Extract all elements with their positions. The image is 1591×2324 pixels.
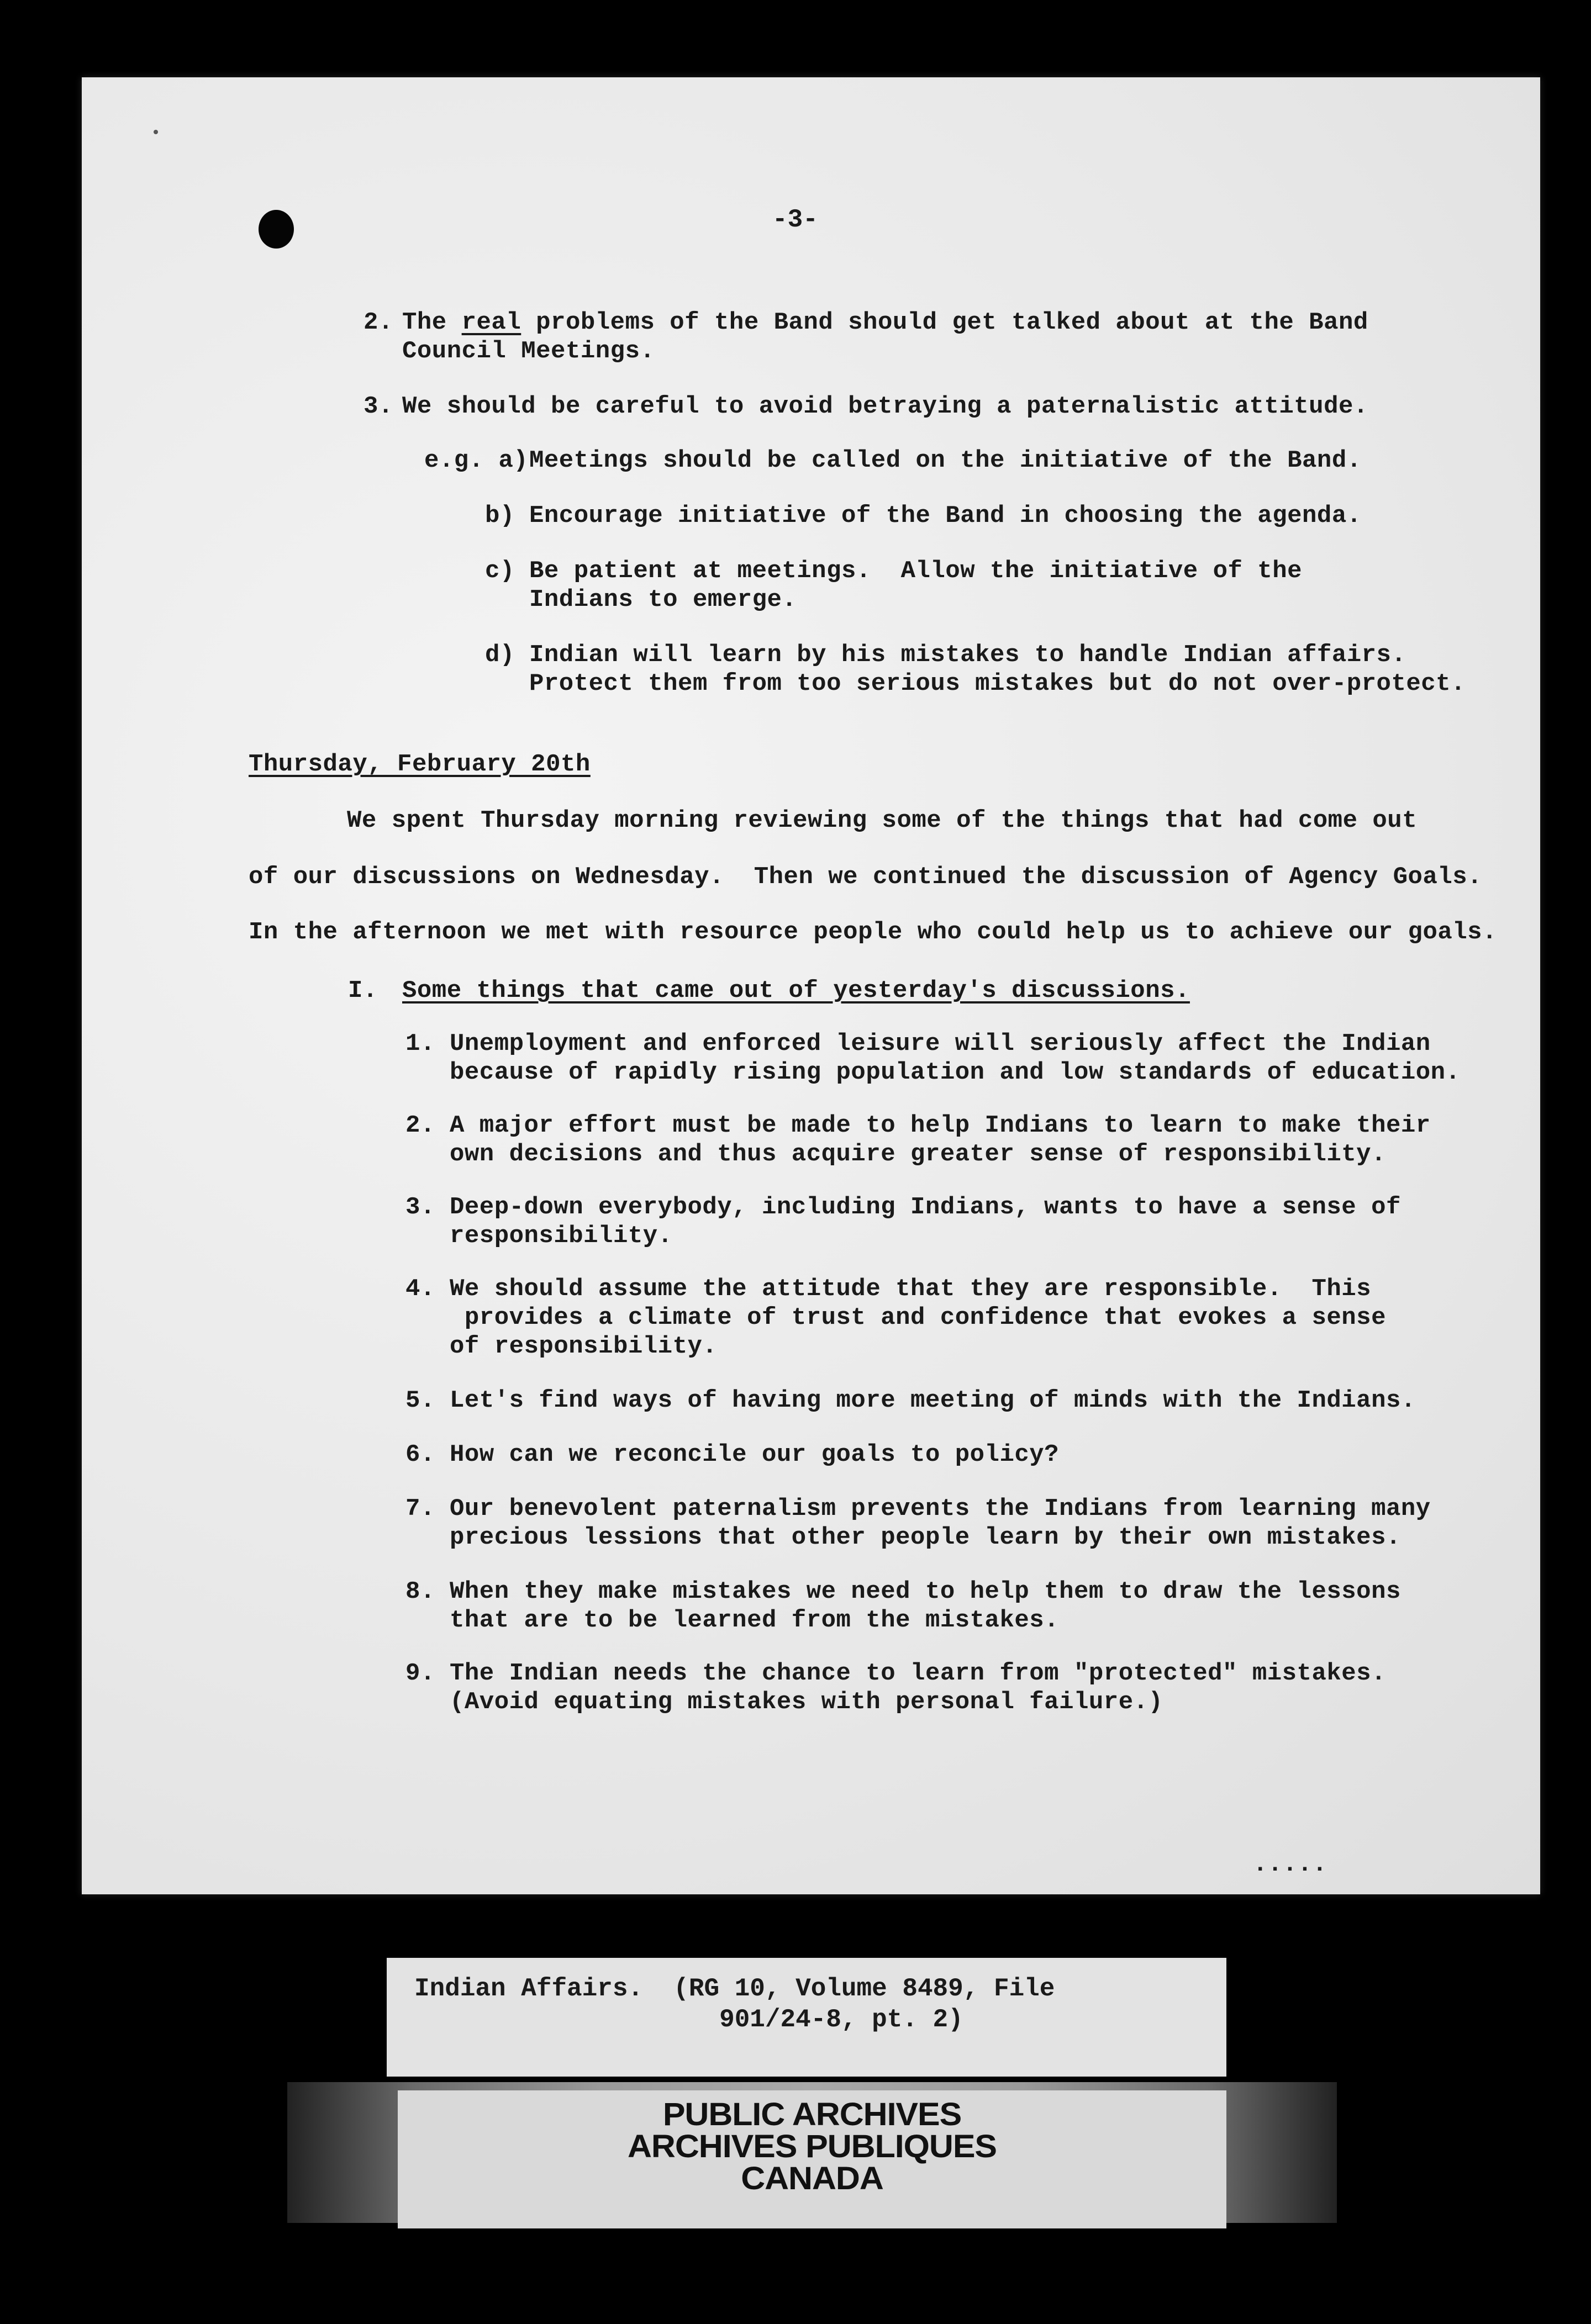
list-item-text: Our benevolent paternalism prevents the Indians from learning many bbox=[450, 1495, 1431, 1523]
list-item-number: 3. bbox=[405, 1193, 435, 1221]
list-item-text: Council Meetings. bbox=[402, 337, 655, 365]
list-item-number: 2. bbox=[363, 309, 393, 336]
list-item-number: 4. bbox=[405, 1275, 435, 1303]
list-item-text: A major effort must be made to help Indians to learn to make their bbox=[450, 1112, 1431, 1139]
list-item-text: provides a climate of trust and confidence that evokes a sense bbox=[450, 1304, 1386, 1332]
list-item-text: We should be careful to avoid betraying a paternalistic attitude. bbox=[402, 393, 1368, 420]
sub-item-prefix: e.g. a) bbox=[424, 447, 529, 474]
label-line: 901/24-8, pt. 2) bbox=[414, 2005, 963, 2034]
paragraph-line: In the afternoon we met with resource people who could help us to achieve our goals. bbox=[249, 918, 1497, 946]
section-heading: Thursday, February 20th bbox=[249, 751, 591, 778]
section-title: Some things that came out of yesterday's discussions. bbox=[402, 977, 1190, 1005]
list-item-number: 3. bbox=[363, 393, 393, 420]
list-item-text: precious lessions that other people learn by their own mistakes. bbox=[450, 1524, 1401, 1551]
sub-item-text: Meetings should be called on the initiative of the Band. bbox=[529, 447, 1362, 474]
section-number: I. bbox=[348, 977, 378, 1005]
list-item-text: Unemployment and enforced leisure will seriously affect the Indian bbox=[450, 1030, 1431, 1058]
sub-item-text: Encourage initiative of the Band in choosing the agenda. bbox=[529, 502, 1362, 530]
stamp-line: PUBLIC ARCHIVES bbox=[662, 2096, 962, 2132]
list-item-text: own decisions and thus acquire greater sense of responsibility. bbox=[450, 1140, 1386, 1168]
list-item-number: 9. bbox=[405, 1660, 435, 1687]
archives-stamp bbox=[398, 2096, 1226, 2196]
sub-item-prefix: c) bbox=[485, 557, 515, 585]
paragraph-line: of our discussions on Wednesday. Then we continued the discussion of Agency Goals. bbox=[249, 863, 1483, 891]
sub-item-text: Indians to emerge. bbox=[529, 586, 797, 614]
sub-item-prefix: b) bbox=[485, 502, 515, 530]
list-item-text: When they make mistakes we need to help them to draw the lessons bbox=[450, 1578, 1401, 1605]
document-page bbox=[82, 77, 1540, 1894]
list-item-text: (Avoid equating mistakes with personal failure.) bbox=[450, 1688, 1163, 1716]
underlined-word: real bbox=[461, 309, 521, 336]
list-item-number: 5. bbox=[405, 1387, 435, 1414]
sub-item-prefix: d) bbox=[485, 641, 515, 669]
continuation-dots: ..... bbox=[1253, 1851, 1327, 1878]
punch-hole bbox=[259, 210, 294, 249]
list-item-text: of responsibility. bbox=[450, 1333, 718, 1360]
list-item-number: 8. bbox=[405, 1578, 435, 1605]
list-item-number: 2. bbox=[405, 1112, 435, 1139]
list-item-number: 1. bbox=[405, 1030, 435, 1058]
archive-reference-label bbox=[387, 1958, 1226, 2077]
speck bbox=[154, 130, 158, 134]
stamp-line: ARCHIVES PUBLIQUES bbox=[627, 2128, 997, 2164]
sub-item-text: Protect them from too serious mistakes but do not over-protect. bbox=[529, 670, 1466, 698]
list-item-text: that are to be learned from the mistakes. bbox=[450, 1607, 1060, 1634]
list-item-text: because of rapidly rising population and low standards of education. bbox=[450, 1059, 1461, 1086]
paragraph-line: We spent Thursday morning reviewing some of the things that had come out bbox=[347, 807, 1418, 834]
list-item-text: How can we reconcile our goals to policy? bbox=[450, 1441, 1060, 1469]
stamp-line: CANADA bbox=[741, 2161, 883, 2196]
list-item-text: Deep-down everybody, including Indians, wants to have a sense of bbox=[450, 1193, 1401, 1221]
list-item-text: Let's find ways of having more meeting of minds with the Indians. bbox=[450, 1387, 1416, 1414]
list-item-text: The real problems of the Band should get talked about at the Band bbox=[402, 309, 1368, 336]
list-item-text: responsibility. bbox=[450, 1222, 673, 1250]
label-line: Indian Affairs. (RG 10, Volume 8489, File bbox=[414, 1974, 1055, 2003]
page-number: -3- bbox=[772, 205, 818, 234]
list-item-number: 7. bbox=[405, 1495, 435, 1523]
list-item-text: The Indian needs the chance to learn from "protected" mistakes. bbox=[450, 1660, 1386, 1687]
sub-item-text: Indian will learn by his mistakes to handle Indian affairs. bbox=[529, 641, 1406, 669]
list-item-number: 6. bbox=[405, 1441, 435, 1469]
list-item-text: We should assume the attitude that they are responsible. This bbox=[450, 1275, 1372, 1303]
sub-item-text: Be patient at meetings. Allow the initiative of the bbox=[529, 557, 1303, 585]
